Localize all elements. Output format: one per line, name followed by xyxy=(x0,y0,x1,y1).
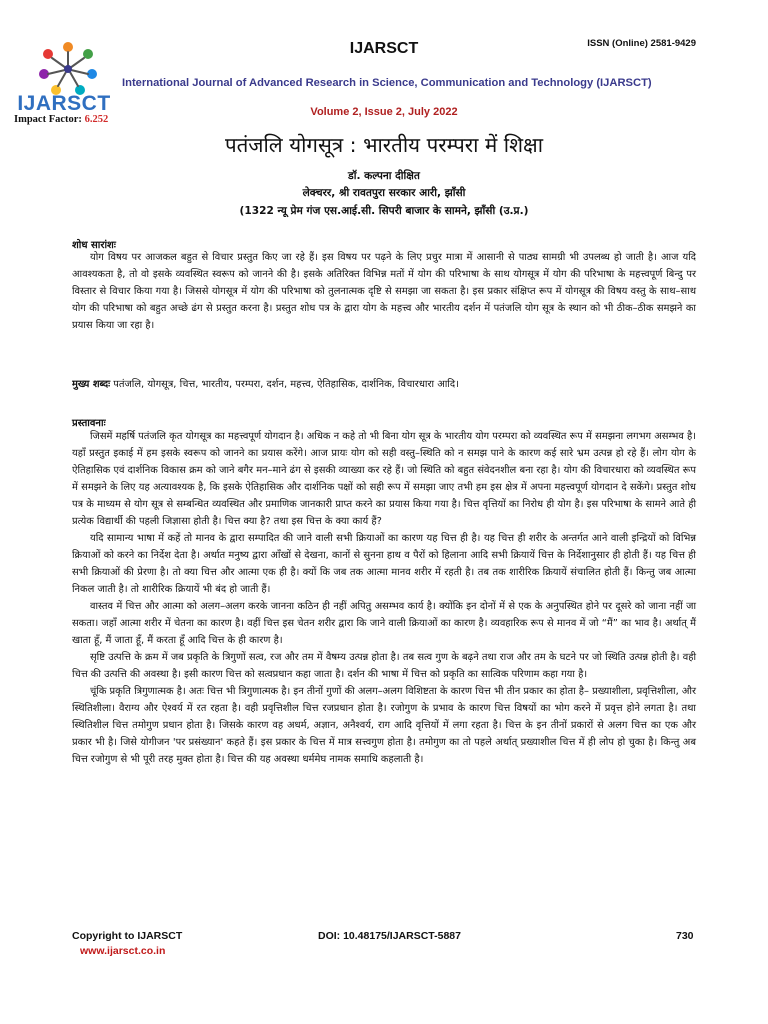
logo-wordmark: IJARSCT xyxy=(17,92,111,115)
intro-paragraph: चूंकि प्रकृति त्रिगुणात्मक है। अतः चित्त भी त्रिगुणात्मक है। इन तीनों गुणों की अलग–अलग विशिष्टता के कारण चित्त भी तीन प्रकार का होता है– प्रख्याशीला, प्रवृत्तिशीला, और स्थितिशीला। वैराग्य और ऐश्वर्य में रत रहता है। वही प्रवृत्तिशील चित्त रजप्रधान होता है। रजोगुण के प्रभाव के कारण चित्त विषयों का भोग करने में प्रवृत्त होने लगता है। तथा स्थितिशील चित्त तमोगुण प्रधान होता है। जिसके कारण वह अधर्म, अज्ञान, अनैश्वर्य, राग आदि वृत्तियों में लगा रहता है। चित्त के इन तीनों प्रकारों से अलग चित्त का एक और प्रकार भी है। जिसे योगीजन 'पर प्रसंख्यान' कहते हैं। इस प्रकार के चित्त में मात्र सत्त्वगुण होता है। तमोगुण का तो पहले अर्थात् प्रख्याशील चित्त में ही लोप हो चुका है। किन्तु अब चित्त रजोगुण से भी पूरी तरह मुक्त होता है। चित्त की यह अवस्था धर्ममेघ नामक समाधि कहलाती है। xyxy=(72,686,697,765)
footer-url-link[interactable]: www.ijarsct.co.in xyxy=(80,945,166,957)
intro-heading: प्रस्तावनाः xyxy=(72,418,106,429)
keywords-text: पतंजलि, योगसूत्र, चित्त, भारतीय, परम्परा, दर्शन, महत्त्व, ऐतिहासिक, दार्शनिक, विचारधारा आदि। xyxy=(110,379,459,390)
abstract-body xyxy=(72,249,696,334)
intro-paragraph: यदि सामान्य भाषा में कहें तो मानव के द्वारा सम्पादित की जाने वाली सभी क्रियाओं का कारण यह चित्त ही है। यह चित्त ही शरीर के अन्तर्गत आने वाली इन्द्रियों को विभिन्न क्रियाओं को करने का निर्देश देता है। अर्थात मनुष्य द्वारा आँखों से देखना, कानों से सुनना हाथ व पैरों को हिलाना आदि सभी क्रियायें चित्त के निर्देशानुसार ही होती हैं। यह चित्त ही सभी क्रियाओं की प्रेरणा है। तो क्या चित्त और आत्मा एक ही है। क्यों कि जब तक आत्मा मानव शरीर में रहती है। तब तक शारीरिक क्रियायें संचालित होती हैं। किन्तु जब आत्मा निकल जाती है। तो शारीरिक क्रियायें भी बंद हो जाती हैं। xyxy=(72,533,696,595)
keywords xyxy=(72,376,696,390)
article-title: पतंजलि योगसूत्र : भारतीय परम्परा में शिक्षा xyxy=(224,133,544,157)
intro-paragraph: वास्तव में चित्त और आत्मा को अलग–अलग करके जानना कठिन ही नहीं अपितु असम्भव कार्य है। क्योंकि इन दोनों में से एक के अनुपस्थित होने पर दूसरे को जाना नहीं जा सकता। जहाँ आत्मा शरीर में चेतना का कारण है। वहीं चित्त इस चेतन शरीर द्वारा कि जाने वाली क्रियाओं का कारण है। व्यवहारिक रूप से मानव में जो “मैं” का भाव है। अर्थात् मैं खाता हूँ, मैं जाता हूँ, मैं करता हूँ आदि चित्त के ही कारण है। xyxy=(72,601,696,646)
volume-issue: Volume 2, Issue 2, July 2022 xyxy=(310,106,458,118)
intro-paragraph: जिसमें महर्षि पतंजलि कृत योगसूत्र का महत्त्वपूर्ण योगदान है। अधिक न कहे तो भी बिना योग सूत्र के भारतीय योग परम्परा को व्यवस्थित रूप में समझना लगभग असम्भव है। यहाँ प्रस्तुत इकाई में हम इसके स्वरूप को जानने का प्रयास करेंगे। आज प्रायः योग को सही वस्तु–स्थिति को न समझ पाने के कारण कई सारे भ्रम उत्पन्न हो रहे हैं। लोग योग के ऐतिहासिक एवं दार्शनिक विकास क्रम को जाने बगैर मन–माने ढंग से इसकी व्याख्या कर रहे हैं। जो स्थिति को बहुत संवेदनशील बना रहा है। योग की विचारधारा को व्यवस्थित रूप में समझने के लिए यह अत्यावश्यक है, कि इसके ऐतिहासिक और दार्शनिक पक्षों को सही रूप में समझा जाए तभी हम इस क्षेत्र में अपना महत्त्वपूर्ण योगदान दे सकेंगे। प्रस्तुत शोध पत्र के माध्यम से योग सूत्र से सम्बन्धित व्यवस्थित और प्रमाणिक जानकारी प्राप्त करने का प्रयास किया गया है। चित्त वृत्तियों का निरोध ही योग है। इस परिभाषा के सामने आते ही प्रत्येक विद्यार्थी की पहली जिज्ञासा होती है। चित्त क्या है? तथा इस चित्त के क्या कार्य हैं? xyxy=(72,431,696,527)
footer-copyright: Copyright to IJARSCT xyxy=(72,930,183,942)
abstract-text: योग विषय पर आजकल बहुत से विचार प्रस्तुत किए जा रहे हैं। इस विषय पर पढ़ने के लिए प्रचुर मात्रा में आसानी से पाठ्य सामग्री भी उपलब्ध हो जाती है। आज यदि आवश्यकता है, तो वो इसके व्यवस्थित स्वरूप को जानने की है। इसके अतिरिक्त विभिन्न मतों में योग की परिभाषा के साथ योगसूत्र में योग की परिभाषा के महत्त्वपूर्ण बिन्दु पर विस्तार से विचार किया गया है। जिससे योगसूत्र में योग की परिभाषा को तुलनात्मक दृष्टि से समझा जा सकता है। इस प्रकार संक्षिप्त रूप में योगसूत्र की विषय वस्तु के साथ–साथ योग की परिभाषा को बहुत अच्छे ढंग से प्रस्तुत करना है। प्रस्तुत शोध पत्र के द्वारा योग के महत्त्व और भारतीय दर्शन में पतंजलि योग सूत्र के स्थान को भी ठीक–ठीक समझने का प्रयास किया जा रहा है। xyxy=(72,252,696,331)
impact-factor-label: Impact Factor: xyxy=(14,114,85,125)
journal-name: International Journal of Advanced Research in Science, Communication and Technology (IJARSCT) xyxy=(122,77,652,89)
abstract-heading: शोध सारांशः xyxy=(72,240,116,251)
journal-brand: IJARSCT xyxy=(349,40,419,57)
footer-doi[interactable]: DOI: 10.48175/IJARSCT-5887 xyxy=(318,930,461,942)
intro-paragraph: सृष्टि उत्पत्ति के क्रम में जब प्रकृति के त्रिगुणों सत्व, रज और तम में वैषम्य उत्पन्न होता है। तब सत्व गुण के बढ़ने तथा राज और तम के घटने पर जो स्थिति उत्पन्न होती है। वही चित्त की उत्पत्ति की अवस्था है। इसी कारण चित्त को सत्वप्रधान कहा जाता है। दर्शन की भाषा में चित्त को प्रकृति का सात्विक परिणाम कहा गया है। xyxy=(72,652,696,680)
issn: ISSN (Online) 2581-9429 xyxy=(587,38,696,49)
author-name: डॉ. कल्पना दीक्षित xyxy=(348,170,420,182)
impact-factor-value: 6.252 xyxy=(84,114,109,125)
author-affiliation: लेक्चरर, श्री रावतपुरा सरकार आरी, झाँसी xyxy=(302,187,466,199)
page-number: 730 xyxy=(676,930,694,942)
keywords-label: मुख्य शब्दः xyxy=(72,379,111,390)
author-address: (1322 न्यू प्रेम गंज एस.आई.सी. सिपरी बाजार के सामने, झाँसी (उ.प्र.) xyxy=(239,205,529,217)
intro-body xyxy=(72,428,696,768)
